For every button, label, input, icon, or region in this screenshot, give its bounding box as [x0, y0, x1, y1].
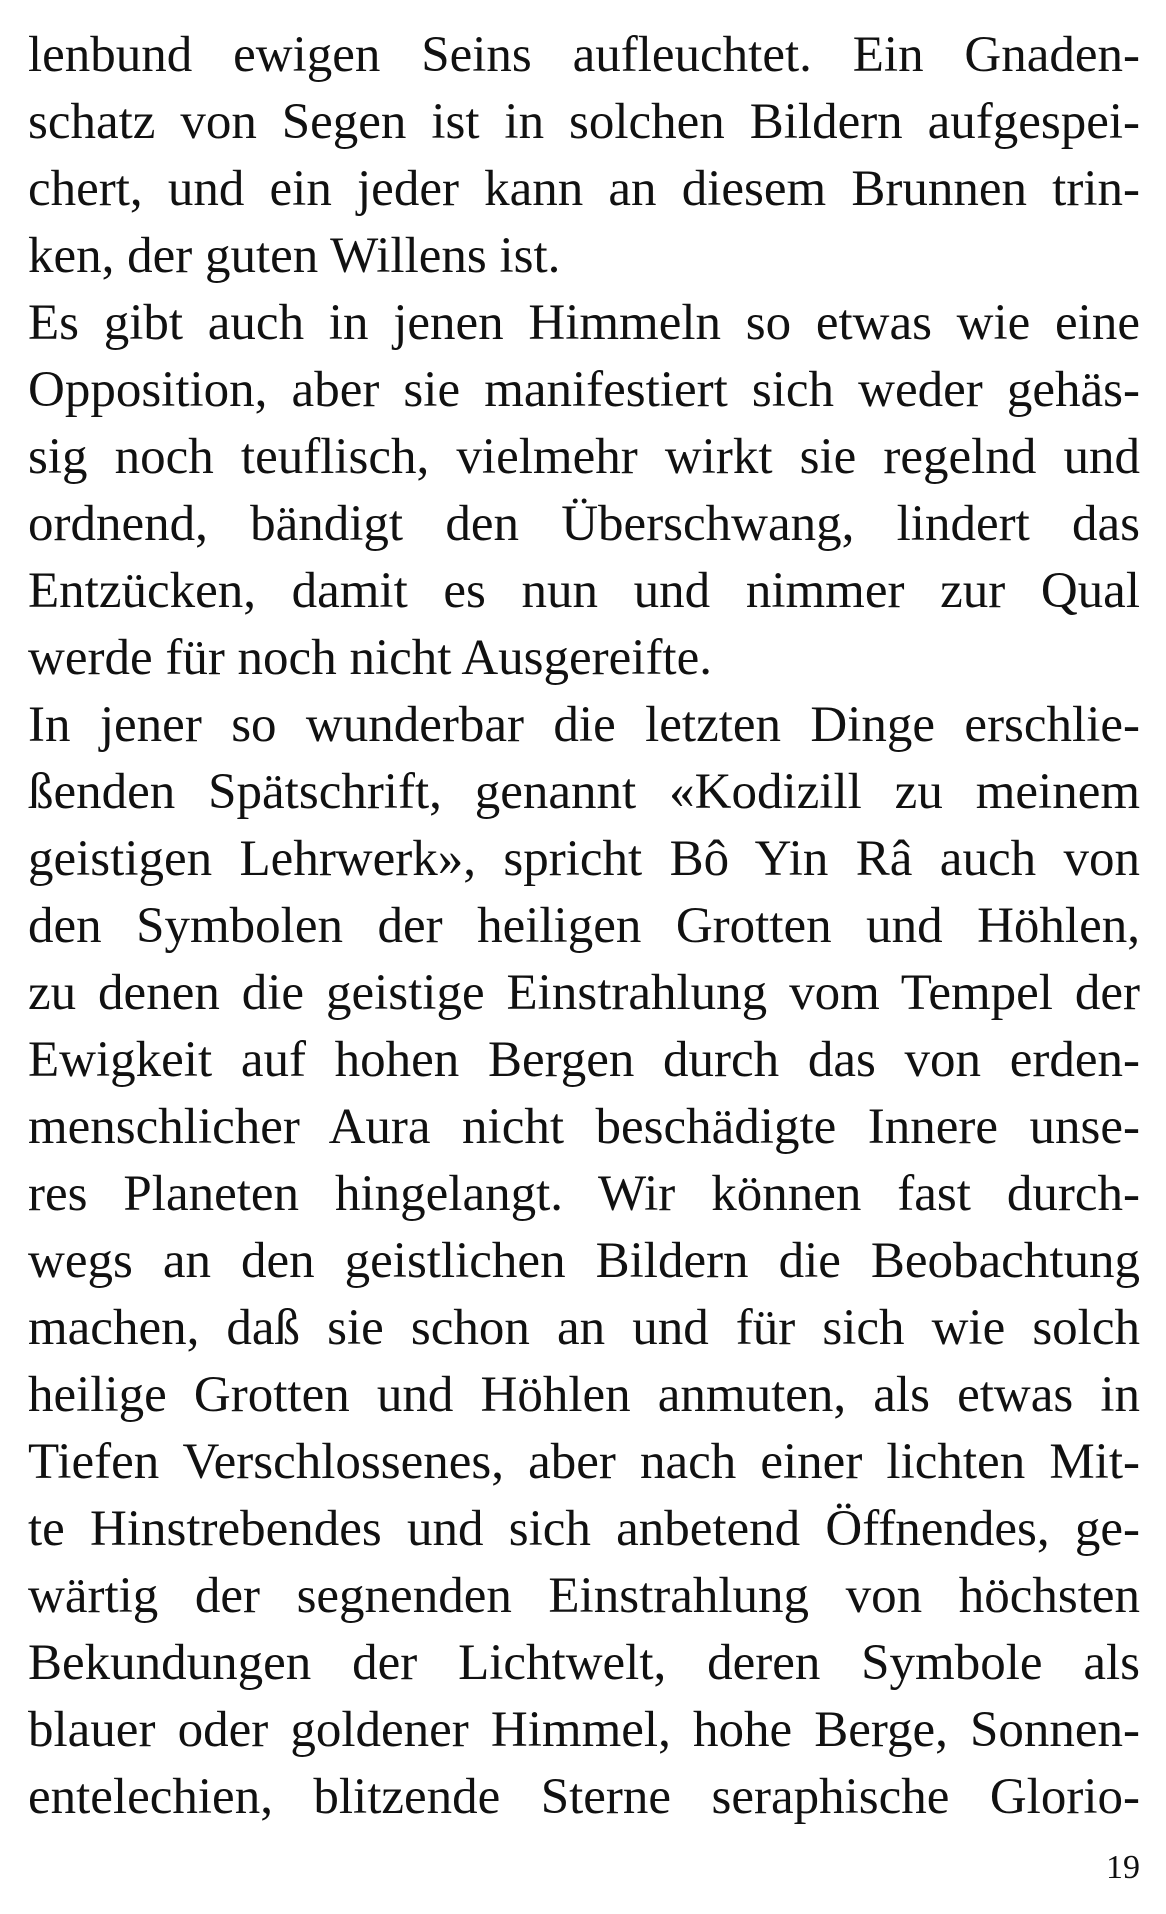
text-line: machen, daß sie schon an und für sich wie solch — [28, 1300, 1140, 1356]
text-line: werde für noch nicht Ausgereifte. — [28, 630, 712, 686]
text-line: Entzücken, damit es nun und nimmer zur Qual — [28, 563, 1140, 619]
body-text — [28, 22, 1140, 1831]
text-line: lenbund ewigen Seins aufleuchtet. Ein Gnaden- — [28, 27, 1140, 83]
text-line: Bekundungen der Lichtwelt, deren Symbole als — [28, 1635, 1140, 1691]
text-line: entelechien, blitzende Sterne seraphische Glorio- — [28, 1769, 1140, 1825]
text-line: zu denen die geistige Einstrahlung vom Tempel der — [28, 965, 1140, 1021]
text-line: Ewigkeit auf hohen Bergen durch das von erden- — [28, 1032, 1140, 1088]
text-line: sig noch teuflisch, vielmehr wirkt sie regelnd und — [28, 429, 1140, 485]
text-line: schatz von Segen ist in solchen Bildern aufgespei- — [28, 94, 1140, 150]
text-line: te Hinstrebendes und sich anbetend Öffnendes, ge- — [28, 1501, 1140, 1557]
text-line: Tiefen Verschlossenes, aber nach einer lichten Mit- — [28, 1434, 1140, 1490]
text-line: menschlicher Aura nicht beschädigte Innere unse- — [28, 1099, 1140, 1155]
text-line: geistigen Lehrwerk», spricht Bô Yin Râ auch von — [28, 831, 1140, 887]
text-line: res Planeten hingelangt. Wir können fast durch- — [28, 1166, 1140, 1222]
text-line: ordnend, bändigt den Überschwang, lindert das — [28, 496, 1140, 552]
text-line: wegs an den geistlichen Bildern die Beobachtung — [28, 1233, 1140, 1289]
text-line: chert, und ein jeder kann an diesem Brunnen trin- — [28, 161, 1140, 217]
text-line: heilige Grotten und Höhlen anmuten, als etwas in — [28, 1367, 1140, 1423]
text-line: den Symbolen der heiligen Grotten und Höhlen, — [28, 898, 1140, 954]
page-number: 19 — [1106, 1849, 1140, 1886]
text-line: blauer oder goldener Himmel, hohe Berge, Sonnen- — [28, 1702, 1140, 1758]
text-line: Es gibt auch in jenen Himmeln so etwas wie eine — [28, 295, 1140, 351]
text-line: Opposition, aber sie manifestiert sich weder gehäs- — [28, 362, 1140, 418]
text-line: ßenden Spätschrift, genannt «Kodizill zu meinem — [28, 764, 1140, 820]
text-line: ken, der guten Willens ist. — [28, 228, 561, 284]
text-line: wärtig der segnenden Einstrahlung von höchsten — [28, 1568, 1140, 1624]
text-line: In jener so wunderbar die letzten Dinge erschlie- — [28, 697, 1140, 753]
